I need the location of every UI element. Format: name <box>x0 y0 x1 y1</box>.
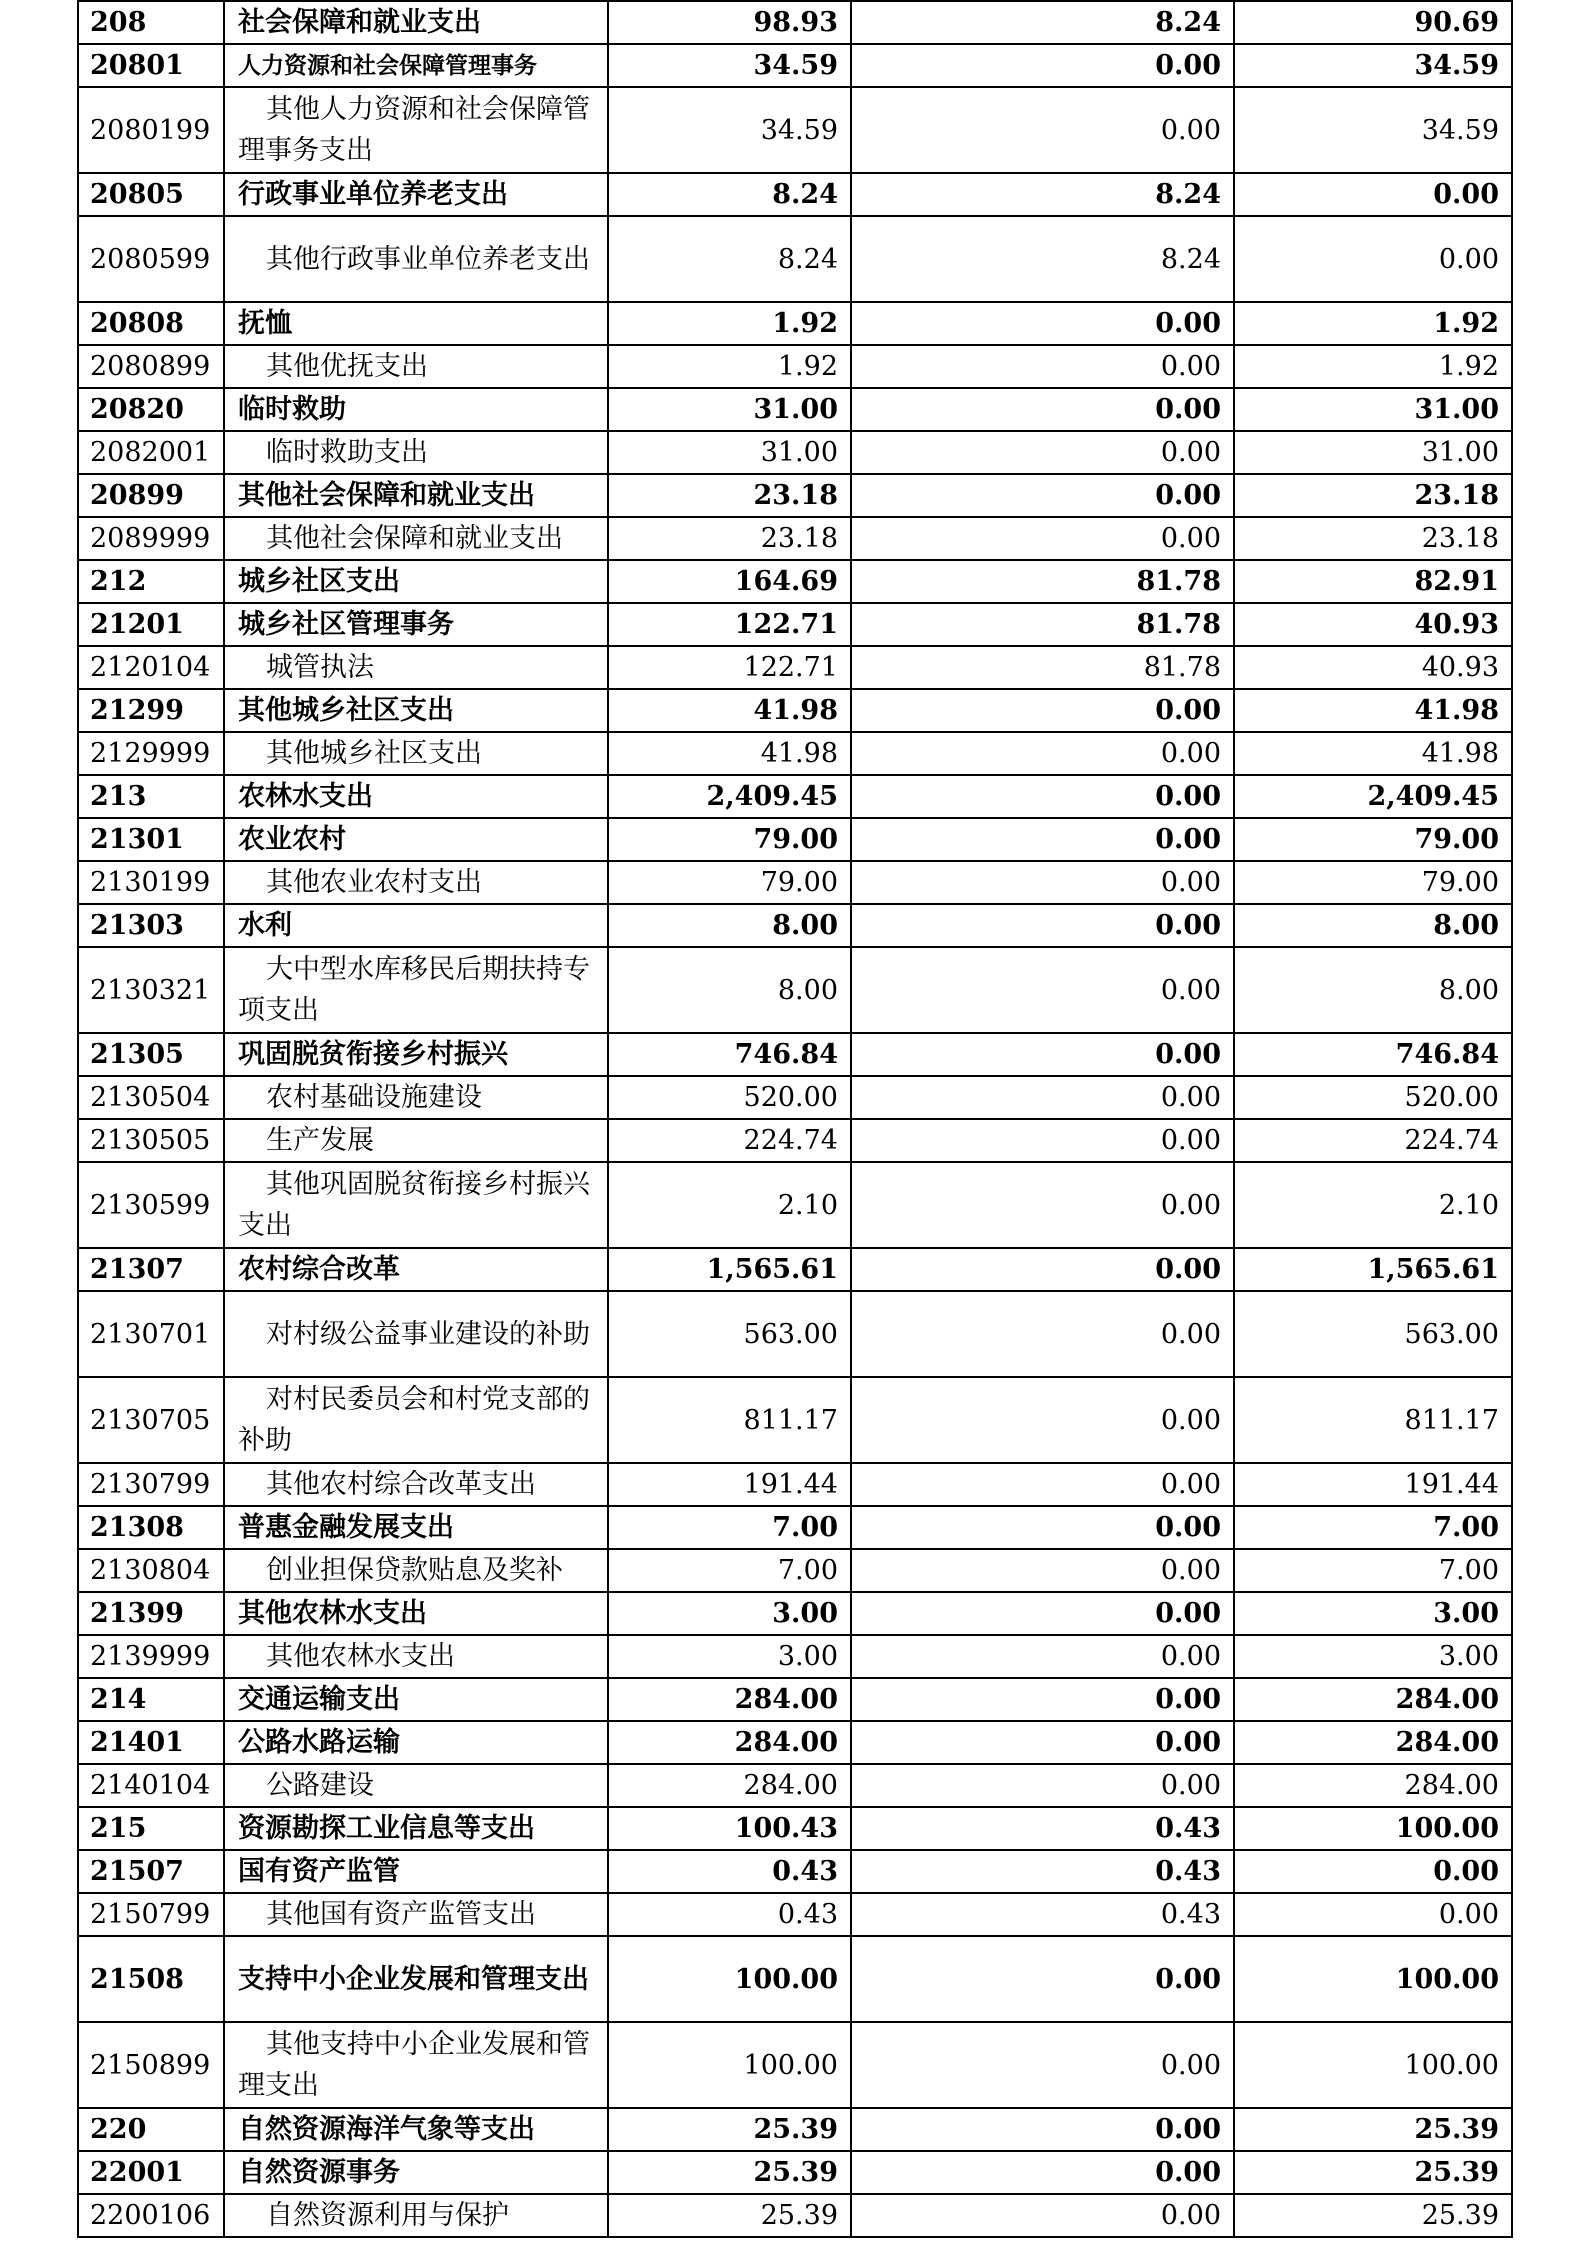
cell-total: 8.24 <box>608 173 851 216</box>
cell-basic: 8.24 <box>851 216 1234 302</box>
cell-project: 25.39 <box>1234 2151 1512 2194</box>
cell-name-text: 其他社会保障和就业支出 <box>266 523 563 554</box>
cell-name: 巩固脱贫衔接乡村振兴 <box>224 1033 608 1076</box>
cell-basic: 0.00 <box>851 775 1234 818</box>
table-row <box>78 388 1512 431</box>
cell-name-text: 其他行政事业单位养老支出 <box>266 243 590 275</box>
cell-name-text: 其他农林水支出 <box>266 1641 455 1672</box>
cell-code: 20801 <box>78 44 224 87</box>
cell-basic: 0.00 <box>851 904 1234 947</box>
cell-project: 8.00 <box>1234 904 1512 947</box>
cell-basic: 0.00 <box>851 2194 1234 2237</box>
cell-basic: 0.00 <box>851 1592 1234 1635</box>
cell-basic: 0.00 <box>851 2022 1234 2108</box>
cell-total: 8.24 <box>608 216 851 302</box>
cell-project: 2,409.45 <box>1234 775 1512 818</box>
cell-name-text: 对村级公益事业建设的补助 <box>266 1318 590 1350</box>
cell-code: 2140104 <box>78 1764 224 1807</box>
cell-project: 1.92 <box>1234 345 1512 388</box>
cell-basic: 0.00 <box>851 1678 1234 1721</box>
cell-total: 34.59 <box>608 87 851 173</box>
cell-name-text: 其他城乡社区支出 <box>266 738 482 769</box>
cell-basic: 0.00 <box>851 732 1234 775</box>
table-row <box>78 603 1512 646</box>
cell-total: 746.84 <box>608 1033 851 1076</box>
table-row <box>78 1377 1512 1463</box>
cell-code: 2130505 <box>78 1119 224 1162</box>
cell-project: 34.59 <box>1234 87 1512 173</box>
cell-code: 2150799 <box>78 1893 224 1936</box>
cell-code: 2130701 <box>78 1291 224 1377</box>
cell-name-text: 自然资源利用与保护 <box>266 2200 509 2231</box>
cell-name <box>224 1119 608 1162</box>
cell-code: 2200106 <box>78 2194 224 2237</box>
table-row <box>78 646 1512 689</box>
table-body <box>78 1 1512 2237</box>
table-row <box>78 1807 1512 1850</box>
cell-name <box>224 1764 608 1807</box>
cell-basic: 0.00 <box>851 87 1234 173</box>
table-row <box>78 1463 1512 1506</box>
cell-total: 284.00 <box>608 1721 851 1764</box>
cell-project: 284.00 <box>1234 1678 1512 1721</box>
cell-name <box>224 1463 608 1506</box>
cell-total: 23.18 <box>608 474 851 517</box>
cell-total: 1.92 <box>608 345 851 388</box>
cell-basic: 0.00 <box>851 44 1234 87</box>
cell-code: 20808 <box>78 302 224 345</box>
cell-basic: 0.00 <box>851 1248 1234 1291</box>
cell-total: 31.00 <box>608 431 851 474</box>
cell-project: 31.00 <box>1234 388 1512 431</box>
cell-project: 0.00 <box>1234 1893 1512 1936</box>
cell-project: 23.18 <box>1234 517 1512 560</box>
cell-basic: 0.00 <box>851 1635 1234 1678</box>
table-row <box>78 1506 1512 1549</box>
cell-total: 79.00 <box>608 861 851 904</box>
table-row <box>78 1721 1512 1764</box>
cell-name <box>224 517 608 560</box>
cell-name-text: 其他支持中小企业发展和管理支出 <box>238 2029 590 2101</box>
cell-name <box>224 1377 608 1463</box>
cell-name: 其他农林水支出 <box>224 1592 608 1635</box>
cell-code: 2130804 <box>78 1549 224 1592</box>
cell-total: 41.98 <box>608 689 851 732</box>
cell-total: 8.00 <box>608 947 851 1033</box>
cell-project: 1.92 <box>1234 302 1512 345</box>
cell-name-text: 对村民委员会和村党支部的补助 <box>238 1384 590 1456</box>
cell-name: 交通运输支出 <box>224 1678 608 1721</box>
cell-basic: 0.00 <box>851 947 1234 1033</box>
table-row <box>78 1 1512 44</box>
cell-code: 21399 <box>78 1592 224 1635</box>
cell-name: 公路水路运输 <box>224 1721 608 1764</box>
cell-name: 行政事业单位养老支出 <box>224 173 608 216</box>
cell-basic: 0.00 <box>851 1119 1234 1162</box>
cell-name: 人力资源和社会保障管理事务 <box>224 44 608 87</box>
cell-name <box>224 732 608 775</box>
cell-name <box>224 1076 608 1119</box>
table-row <box>78 1033 1512 1076</box>
cell-basic: 0.00 <box>851 861 1234 904</box>
cell-project: 0.00 <box>1234 216 1512 302</box>
cell-total: 122.71 <box>608 646 851 689</box>
cell-total: 2,409.45 <box>608 775 851 818</box>
cell-name: 自然资源海洋气象等支出 <box>224 2108 608 2151</box>
cell-name <box>224 1893 608 1936</box>
table-row <box>78 1635 1512 1678</box>
cell-name <box>224 2022 608 2108</box>
cell-name-text: 其他国有资产监管支出 <box>266 1899 536 1930</box>
table-row <box>78 861 1512 904</box>
cell-code: 2080899 <box>78 345 224 388</box>
table-row <box>78 775 1512 818</box>
cell-project: 100.00 <box>1234 1936 1512 2022</box>
cell-basic: 0.00 <box>851 431 1234 474</box>
cell-code: 20820 <box>78 388 224 431</box>
cell-name-text: 其他优抚支出 <box>266 351 428 382</box>
table-row <box>78 1119 1512 1162</box>
cell-code: 20805 <box>78 173 224 216</box>
cell-project: 1,565.61 <box>1234 1248 1512 1291</box>
cell-basic: 81.78 <box>851 646 1234 689</box>
cell-project: 23.18 <box>1234 474 1512 517</box>
cell-code: 21303 <box>78 904 224 947</box>
cell-code: 21308 <box>78 1506 224 1549</box>
cell-total: 2.10 <box>608 1162 851 1248</box>
cell-name <box>224 87 608 173</box>
cell-name: 自然资源事务 <box>224 2151 608 2194</box>
cell-code: 2130799 <box>78 1463 224 1506</box>
cell-code: 2129999 <box>78 732 224 775</box>
table-row <box>78 1162 1512 1248</box>
cell-basic: 0.43 <box>851 1850 1234 1893</box>
cell-project: 284.00 <box>1234 1764 1512 1807</box>
cell-total: 7.00 <box>608 1506 851 1549</box>
cell-total: 98.93 <box>608 1 851 44</box>
cell-total: 3.00 <box>608 1635 851 1678</box>
cell-code: 2130599 <box>78 1162 224 1248</box>
table-row <box>78 1678 1512 1721</box>
cell-basic: 0.00 <box>851 345 1234 388</box>
cell-total: 7.00 <box>608 1549 851 1592</box>
cell-total: 1.92 <box>608 302 851 345</box>
cell-project: 79.00 <box>1234 818 1512 861</box>
cell-code: 2080199 <box>78 87 224 173</box>
cell-basic: 0.00 <box>851 1764 1234 1807</box>
table-row <box>78 1549 1512 1592</box>
cell-name: 临时救助 <box>224 388 608 431</box>
cell-name <box>224 861 608 904</box>
cell-total: 100.43 <box>608 1807 851 1850</box>
table-row <box>78 431 1512 474</box>
cell-basic: 0.00 <box>851 302 1234 345</box>
cell-name: 水利 <box>224 904 608 947</box>
table-row <box>78 1764 1512 1807</box>
table-row <box>78 732 1512 775</box>
cell-basic: 0.00 <box>851 689 1234 732</box>
cell-basic: 0.43 <box>851 1807 1234 1850</box>
cell-total: 8.00 <box>608 904 851 947</box>
cell-total: 0.43 <box>608 1893 851 1936</box>
cell-code: 220 <box>78 2108 224 2151</box>
cell-basic: 0.00 <box>851 2108 1234 2151</box>
cell-code: 20899 <box>78 474 224 517</box>
cell-name <box>224 1162 608 1248</box>
cell-basic: 0.00 <box>851 1076 1234 1119</box>
cell-name <box>224 1549 608 1592</box>
cell-project: 7.00 <box>1234 1506 1512 1549</box>
table-row <box>78 689 1512 732</box>
table-row <box>78 173 1512 216</box>
cell-basic: 0.00 <box>851 1291 1234 1377</box>
cell-name: 支持中小企业发展和管理支出 <box>224 1936 608 2022</box>
cell-project: 82.91 <box>1234 560 1512 603</box>
cell-total: 224.74 <box>608 1119 851 1162</box>
cell-name <box>224 646 608 689</box>
cell-code: 2080599 <box>78 216 224 302</box>
cell-project: 3.00 <box>1234 1592 1512 1635</box>
cell-total: 23.18 <box>608 517 851 560</box>
cell-project: 7.00 <box>1234 1549 1512 1592</box>
cell-name: 其他城乡社区支出 <box>224 689 608 732</box>
cell-total: 563.00 <box>608 1291 851 1377</box>
cell-code: 213 <box>78 775 224 818</box>
table-row <box>78 216 1512 302</box>
cell-code: 2130504 <box>78 1076 224 1119</box>
cell-name <box>224 1291 608 1377</box>
cell-basic: 8.24 <box>851 173 1234 216</box>
cell-name: 农业农村 <box>224 818 608 861</box>
budget-expenditure-table <box>77 0 1513 2238</box>
table-row <box>78 904 1512 947</box>
table-row <box>78 302 1512 345</box>
cell-name <box>224 1635 608 1678</box>
cell-name-text: 生产发展 <box>266 1125 374 1156</box>
cell-code: 2130321 <box>78 947 224 1033</box>
cell-total: 100.00 <box>608 2022 851 2108</box>
cell-total: 34.59 <box>608 44 851 87</box>
table-row <box>78 2108 1512 2151</box>
cell-name-text: 城管执法 <box>266 652 374 683</box>
cell-name <box>224 2194 608 2237</box>
table-row <box>78 2022 1512 2108</box>
cell-project: 224.74 <box>1234 1119 1512 1162</box>
cell-project: 746.84 <box>1234 1033 1512 1076</box>
table-row <box>78 87 1512 173</box>
cell-code: 21201 <box>78 603 224 646</box>
cell-basic: 0.00 <box>851 1377 1234 1463</box>
cell-code: 21305 <box>78 1033 224 1076</box>
cell-basic: 0.00 <box>851 2151 1234 2194</box>
cell-name: 资源勘探工业信息等支出 <box>224 1807 608 1850</box>
cell-total: 164.69 <box>608 560 851 603</box>
table-row <box>78 517 1512 560</box>
cell-basic: 0.43 <box>851 1893 1234 1936</box>
cell-project: 34.59 <box>1234 44 1512 87</box>
cell-basic: 0.00 <box>851 1506 1234 1549</box>
cell-code: 21401 <box>78 1721 224 1764</box>
table-row <box>78 1936 1512 2022</box>
cell-total: 31.00 <box>608 388 851 431</box>
cell-name: 城乡社区管理事务 <box>224 603 608 646</box>
cell-code: 215 <box>78 1807 224 1850</box>
cell-project: 31.00 <box>1234 431 1512 474</box>
table-row <box>78 1076 1512 1119</box>
cell-name: 社会保障和就业支出 <box>224 1 608 44</box>
cell-basic: 0.00 <box>851 1549 1234 1592</box>
cell-project: 25.39 <box>1234 2108 1512 2151</box>
cell-name-text: 创业担保贷款贴息及奖补 <box>266 1555 563 1586</box>
cell-total: 284.00 <box>608 1764 851 1807</box>
cell-project: 563.00 <box>1234 1291 1512 1377</box>
cell-total: 25.39 <box>608 2194 851 2237</box>
cell-code: 21508 <box>78 1936 224 2022</box>
cell-project: 41.98 <box>1234 732 1512 775</box>
table-row <box>78 345 1512 388</box>
cell-code: 214 <box>78 1678 224 1721</box>
cell-name <box>224 345 608 388</box>
cell-basic: 0.00 <box>851 1463 1234 1506</box>
cell-project: 0.00 <box>1234 1850 1512 1893</box>
cell-project: 100.00 <box>1234 2022 1512 2108</box>
cell-name: 城乡社区支出 <box>224 560 608 603</box>
cell-code: 212 <box>78 560 224 603</box>
cell-basic: 81.78 <box>851 603 1234 646</box>
cell-total: 520.00 <box>608 1076 851 1119</box>
cell-basic: 0.00 <box>851 517 1234 560</box>
cell-name: 其他社会保障和就业支出 <box>224 474 608 517</box>
cell-code: 2130199 <box>78 861 224 904</box>
table-row <box>78 1893 1512 1936</box>
cell-name-text: 公路建设 <box>266 1770 374 1801</box>
cell-project: 40.93 <box>1234 603 1512 646</box>
cell-code: 2089999 <box>78 517 224 560</box>
cell-project: 79.00 <box>1234 861 1512 904</box>
cell-project: 25.39 <box>1234 2194 1512 2237</box>
cell-total: 1,565.61 <box>608 1248 851 1291</box>
cell-code: 2082001 <box>78 431 224 474</box>
cell-project: 284.00 <box>1234 1721 1512 1764</box>
cell-code: 22001 <box>78 2151 224 2194</box>
cell-total: 191.44 <box>608 1463 851 1506</box>
cell-basic: 0.00 <box>851 474 1234 517</box>
table-row <box>78 1850 1512 1893</box>
table-row <box>78 947 1512 1033</box>
cell-project: 41.98 <box>1234 689 1512 732</box>
cell-total: 100.00 <box>608 1936 851 2022</box>
cell-code: 21299 <box>78 689 224 732</box>
cell-total: 122.71 <box>608 603 851 646</box>
cell-name: 抚恤 <box>224 302 608 345</box>
table-row <box>78 818 1512 861</box>
cell-basic: 8.24 <box>851 1 1234 44</box>
cell-project: 3.00 <box>1234 1635 1512 1678</box>
cell-name <box>224 216 608 302</box>
cell-project: 40.93 <box>1234 646 1512 689</box>
table-row <box>78 1291 1512 1377</box>
table-row <box>78 44 1512 87</box>
cell-name: 普惠金融发展支出 <box>224 1506 608 1549</box>
cell-total: 284.00 <box>608 1678 851 1721</box>
cell-name <box>224 947 608 1033</box>
cell-total: 0.43 <box>608 1850 851 1893</box>
cell-code: 21507 <box>78 1850 224 1893</box>
cell-name-text: 其他农业农村支出 <box>266 867 482 898</box>
cell-code: 2120104 <box>78 646 224 689</box>
cell-basic: 0.00 <box>851 1721 1234 1764</box>
cell-project: 100.00 <box>1234 1807 1512 1850</box>
cell-name: 农村综合改革 <box>224 1248 608 1291</box>
cell-name <box>224 431 608 474</box>
cell-name-text: 其他农村综合改革支出 <box>266 1469 536 1500</box>
cell-name: 国有资产监管 <box>224 1850 608 1893</box>
table-row <box>78 1248 1512 1291</box>
cell-project: 811.17 <box>1234 1377 1512 1463</box>
cell-code: 21301 <box>78 818 224 861</box>
cell-code: 2139999 <box>78 1635 224 1678</box>
cell-total: 41.98 <box>608 732 851 775</box>
cell-name-text: 大中型水库移民后期扶持专项支出 <box>238 954 590 1026</box>
cell-basic: 81.78 <box>851 560 1234 603</box>
table-row <box>78 1592 1512 1635</box>
cell-name-text: 临时救助支出 <box>266 437 428 468</box>
cell-name-text: 农村基础设施建设 <box>266 1082 482 1113</box>
cell-total: 25.39 <box>608 2108 851 2151</box>
cell-code: 2130705 <box>78 1377 224 1463</box>
cell-basic: 0.00 <box>851 1936 1234 2022</box>
cell-basic: 0.00 <box>851 1162 1234 1248</box>
cell-name-text: 其他人力资源和社会保障管理事务支出 <box>238 94 590 166</box>
cell-basic: 0.00 <box>851 388 1234 431</box>
table-row <box>78 474 1512 517</box>
table-row <box>78 2151 1512 2194</box>
cell-project: 520.00 <box>1234 1076 1512 1119</box>
cell-code: 208 <box>78 1 224 44</box>
cell-basic: 0.00 <box>851 818 1234 861</box>
cell-total: 3.00 <box>608 1592 851 1635</box>
cell-name-text: 其他巩固脱贫衔接乡村振兴支出 <box>238 1169 590 1241</box>
cell-code: 2150899 <box>78 2022 224 2108</box>
cell-code: 21307 <box>78 1248 224 1291</box>
cell-project: 191.44 <box>1234 1463 1512 1506</box>
table-row <box>78 560 1512 603</box>
cell-project: 0.00 <box>1234 173 1512 216</box>
cell-total: 25.39 <box>608 2151 851 2194</box>
cell-name: 农林水支出 <box>224 775 608 818</box>
cell-project: 90.69 <box>1234 1 1512 44</box>
cell-total: 811.17 <box>608 1377 851 1463</box>
cell-project: 8.00 <box>1234 947 1512 1033</box>
cell-total: 79.00 <box>608 818 851 861</box>
table-row <box>78 2194 1512 2237</box>
cell-basic: 0.00 <box>851 1033 1234 1076</box>
cell-project: 2.10 <box>1234 1162 1512 1248</box>
